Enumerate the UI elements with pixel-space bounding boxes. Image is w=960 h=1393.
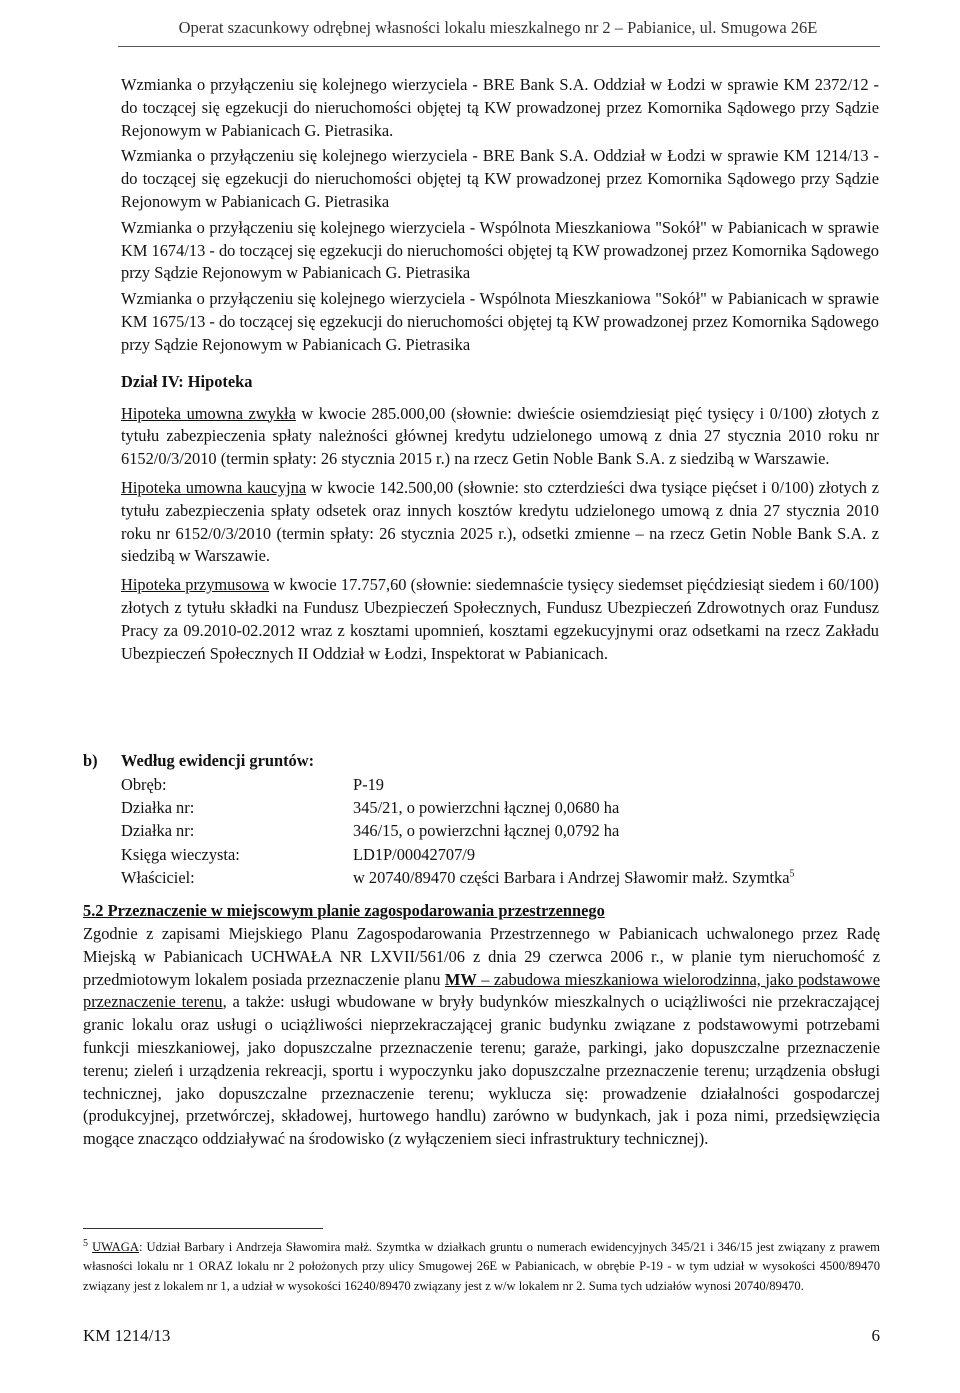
- ewidencja-row: [121, 773, 883, 796]
- wzmianka-paragraph: Wzmianka o przyłączeniu się kolejnego wierzyciela - Wspólnota Mieszkaniowa "Sokół" w Pabianicach w sprawie KM 1675/13 - do toczącej się egzekucji do nieruchomości objętej tą KW prowadzonej przez Komornika Sądowego przy Sądzie Rejonowym w Pabianicach G. Pietrasika: [121, 289, 879, 354]
- hipoteka-paragraph: [121, 403, 879, 471]
- ewidencja-row: [121, 796, 883, 819]
- case-number: KM 1214/13: [83, 1326, 171, 1345]
- hipoteka-label: Hipoteka umowna kaucyjna: [121, 477, 307, 497]
- section-heading-dzial-iv: Dział IV: Hipoteka: [121, 371, 253, 391]
- hipoteka-label: Hipoteka przymusowa: [121, 575, 270, 595]
- page-number: 6: [871, 1326, 880, 1345]
- wzmianka-paragraph: Wzmianka o przyłączeniu się kolejnego wierzyciela - BRE Bank S.A. Oddział w Łodzi w sprawie KM 2372/12 - do toczącej się egzekucji do nieruchomości objętej tą KW prowadzonej przez Komornika Sądowego przy Sądzie Rejonowym w Pabianicach G. Pietrasika.: [121, 75, 879, 140]
- ewidencja-section: [83, 749, 883, 889]
- ewidencja-key: Obręb:: [121, 775, 167, 794]
- footnote-ref[interactable]: 5: [789, 868, 795, 880]
- wzmianka-paragraph: Wzmianka o przyłączeniu się kolejnego wierzyciela - Wspólnota Mieszkaniowa "Sokół" w Pabianicach w sprawie KM 1674/13 - do toczącej się egzekucji do nieruchomości objętej tą KW prowadzonej przez Komornika Sądowego przy Sądzie Rejonowym w Pabianicach G. Pietrasika: [121, 217, 879, 283]
- plan-text: Zgodnie z zapisami Miejskiego Planu Zagospodarowania Przestrzennego w Pabianicach uchwalonego przez Radę Miejską w Pabianicach UCHWAŁA NR LXVII/561/06 z dnia 29 czerwca 2006 r., w planie tym nieruchomość z przedmiotowym lokalem posiada przeznaczenie planu: [83, 924, 880, 989]
- plan-details: , a także: usługi wbudowane w bryły budynków mieszkalnych o uciążliwości nie przekraczającej granic lokalu oraz usługi o uciążliwości nieprzekraczającej granic budynku związane z podstawowymi potrzebami funkcji mieszkaniowej, jako dopuszczalne przeznaczenie terenu; garaże, parkingi, jako dopuszczalne przeznaczenie terenu; zieleń i urządzenia rekreacji, sportu i wypoczynku jako dopuszczalne przeznaczenie terenu; urządzenia obsługi technicznej, jako dopuszczalne przeznaczenie terenu; wyklucza się: prowadzenie działalności gospodarczej (produkcyjnej, przetwórczej, składowej, hurtowego handlu) zarówno w budynkach, jak i poza nimi, przedsięwzięcia mogące znacząco oddziaływać na środowisko (z wyłączeniem sieci infrastruktury technicznej).: [83, 992, 880, 1149]
- ewidencja-key: Księga wieczysta:: [121, 844, 240, 864]
- owner-text: w 20740/89470 części Barbara i Andrzej Sławomir małż. Szymtka: [353, 867, 790, 887]
- hipoteka-text: w kwocie 17.757,60 (słownie: siedemnaście tysięcy siedemset pięćdziesiąt siedem i 60/100) złotych z tytułu składki na Fundusz Ubezpieczeń Społecznych, Fundusz Ubezpieczeń Zdrowotnych oraz Fundusz Pracy za 09.2010-02.2012 wraz z kosztami upomnień, kosztami egzekucyjnymi oraz odsetkami na rzecz Zakładu Ubezpieczeń Społecznych II Oddział w Łodzi, Inspektorat w Pabianicach.: [121, 575, 879, 663]
- hipoteka-text: w kwocie 142.500,00 (słownie: sto czterdzieści dwa tysiące pięćset i 0/100) złotych z tytułu zabezpieczenia spłaty odsetek oraz innych kosztów kredytu udzielonego umową z dnia 27 stycznia 2010 roku nr 6152/0/3/2010 (termin spłaty: 26 stycznia 2025 r.), odsetki zmienne – na rzecz Getin Noble Bank S.A. z siedzibą w Warszawie.: [121, 477, 879, 566]
- ewidencja-value: [353, 866, 883, 889]
- footnote-label: UWAGA: [92, 1240, 139, 1254]
- footnote-text: : Udział Barbary i Andrzeja Sławomira małż. Szymtka w działkach gruntu o numerach ewidencyjnych 345/21 i 346/15 jest związany z prawem własności lokalu nr 1 ORAZ lokalu nr 2 położonych przy ulicy Smugowej 26E w Pabianicach, w obrębie P-19 - w tym udział w wysokości 4500/89470 związany jest z lokalem nr 1, a udział w wysokości 16240/89470 związany jest z w/w lokalem nr 2. Suma tych udziałów wynosi 20740/89470.: [83, 1240, 880, 1293]
- section-5-2-paragraph: [83, 923, 880, 1151]
- main-text: [121, 74, 879, 668]
- ewidencja-value: LD1P/00042707/9: [353, 844, 476, 864]
- ewidencja-key: Działka nr:: [121, 821, 195, 841]
- header-rule: [118, 46, 880, 47]
- ewidencja-key: Właściciel:: [121, 867, 195, 887]
- ewidencja-row: [121, 866, 883, 889]
- running-header: Operat szacunkowy odrębnej własności lokalu mieszkalnego nr 2 – Pabianice, ul. Smugowa 26E: [178, 18, 818, 37]
- ewidencja-row: [121, 819, 883, 842]
- ewidencja-table: [121, 773, 883, 889]
- wzmianka-paragraph: Wzmianka o przyłączeniu się kolejnego wierzyciela - BRE Bank S.A. Oddział w Łodzi w sprawie KM 1214/13 - do toczącej się egzekucji do nieruchomości objętej tą KW prowadzonej przez Komornika Sądowego przy Sądzie Rejonowym w Pabianicach G. Pietrasika: [121, 146, 879, 211]
- ewidencja-value: 345/21, o powierzchni łącznej 0,0680 ha: [353, 798, 620, 818]
- list-marker: b): [83, 751, 98, 770]
- page-footer: [83, 1324, 880, 1348]
- plan-purpose: – zabudowa mieszkaniowa wielorodzinna, jako podstawowe przeznaczenie terenu: [83, 969, 880, 1012]
- hipoteka-paragraph: [121, 574, 879, 665]
- ewidencja-key: Działka nr:: [121, 798, 195, 818]
- section-heading-5-2: 5.2 Przeznaczenie w miejscowym planie zagospodarowania przestrzennego: [83, 901, 605, 920]
- footnote-separator: [83, 1228, 323, 1229]
- ewidencja-title: Według ewidencji gruntów:: [121, 751, 315, 770]
- ewidencja-value: P-19: [353, 775, 384, 794]
- section-5-2: [83, 899, 880, 1154]
- plan-code: MW: [444, 969, 477, 989]
- footnote: [83, 1238, 880, 1296]
- hipoteka-label: Hipoteka umowna zwykła: [121, 403, 296, 423]
- footnote-number: 5: [83, 1237, 88, 1249]
- hipoteka-text: w kwocie 285.000,00 (słownie: dwieście osiemdziesiąt pięć tysięcy i 0/100) złotych z tytułu zabezpieczenia spłaty należności głównej kredytu udzielonego umową z dnia 27 stycznia 2010 roku nr 6152/0/3/2010 (termin spłaty: 26 stycznia 2015 r.) na rzecz Getin Noble Bank S.A. z siedzibą w Warszawie.: [121, 403, 879, 469]
- ewidencja-heading: [83, 749, 883, 773]
- ewidencja-row: [121, 843, 883, 866]
- hipoteka-paragraph: [121, 477, 879, 568]
- ewidencja-value: 346/15, o powierzchni łącznej 0,0792 ha: [353, 821, 620, 841]
